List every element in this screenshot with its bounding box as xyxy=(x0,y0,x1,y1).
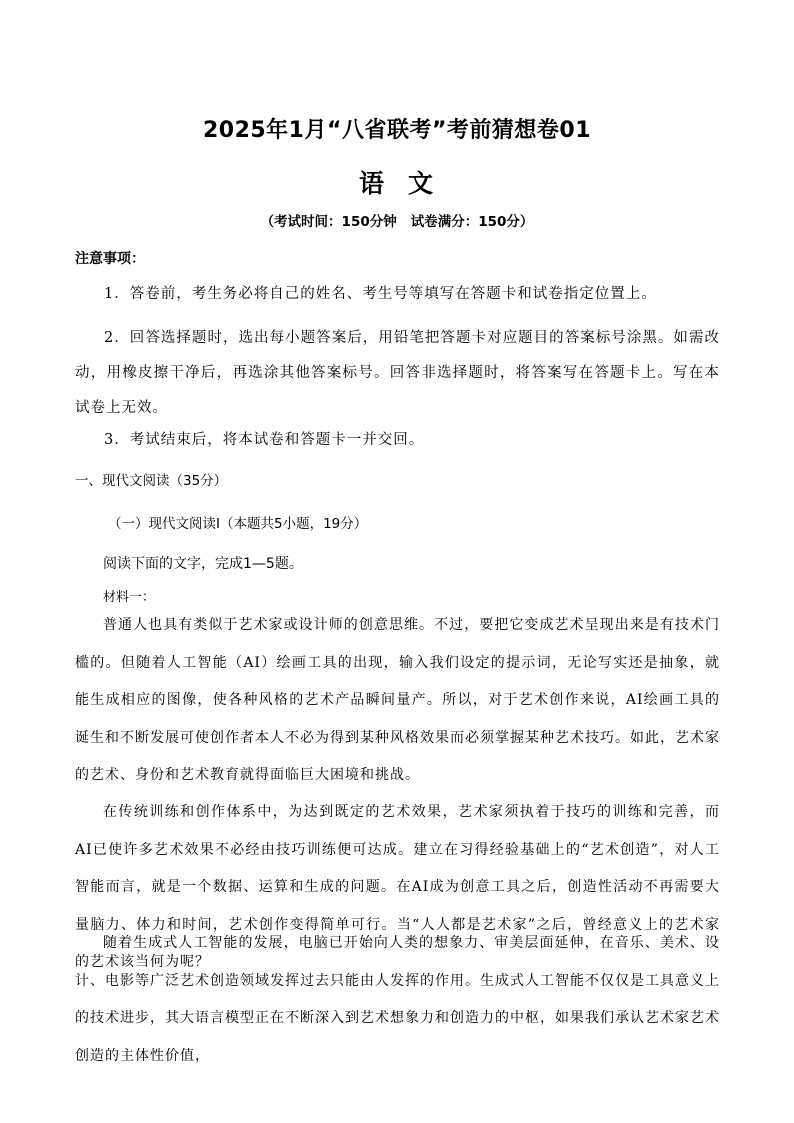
reading-instruction: 阅读下面的文字，完成1—5题。 xyxy=(103,556,303,572)
material-label: 材料一： xyxy=(103,590,156,605)
notice-item-1: 1．答卷前，考生务必将自己的姓名、考生号等填写在答题卡和试卷指定位置上。 xyxy=(104,286,657,302)
exam-time: （考试时间：150分钟 xyxy=(260,214,397,230)
body-paragraph-3: 随着生成式人工智能的发展，电脑已开始向人类的想象力、审美层面延伸，在音乐、美术、设计、电影等广泛艺术创造领域发挥过去只能由人发挥的作用。生成式人工智能不仅仅是工具意义上的技术进步，其大语言模型正在不断深入到艺术想象力和创造力的中枢，如果我们承认艺术家艺术创造的主体性价值， xyxy=(75,935,720,1064)
body-paragraph-2: 在传统训练和创作体系中，为达到既定的艺术效果，艺术家须执着于技巧的训练和完善，而AI已使许多艺术效果不必经由技巧训练便可达成。建立在习得经验基础上的“艺术创造”，对人工智能而言，就是一个数据、运算和生成的问题。在AI成为创意工具之后，创造性活动不再需要大量脑力、体力和时间，艺术创作变得简单可行。当“人人都是艺术家”之后，曾经意义上的艺术家的艺术该当何为呢？ xyxy=(75,804,720,970)
subject-heading xyxy=(0,164,794,200)
section-title: 一、现代文阅读（35分） xyxy=(75,473,228,489)
exam-title: 2025年1月“八省联考”考前猜想卷01 xyxy=(202,118,592,143)
notice-item-2: 2．回答选择题时，选出每小题答案后，用铅笔把答题卡对应题目的答案标号涂黑。如需改动，用橡皮擦干净后，再选涂其他答案标号。回答非选择题时，将答案写在答题卡上。写在本试卷上无效。 xyxy=(75,330,720,416)
subject-char-2: 文 xyxy=(408,169,436,198)
subsection-title: （一）现代文阅读Ⅰ（本题共5小题，19分） xyxy=(108,516,368,532)
subject-char-1: 语 xyxy=(358,169,386,198)
body-paragraph-1: 普通人也具有类似于艺术家或设计师的创意思维。不过，要把它变成艺术呈现出来是有技术门槛的。但随着人工智能（AI）绘画工具的出现，输入我们设定的提示词，无论写实还是抽象，就能生成相应的图像，使各种风格的艺术产品瞬间量产。所以，对于艺术创作来说，AI绘画工具的诞生和不断发展可使创作者本人不必为得到某种风格效果而必须掌握某种艺术技巧。如此，艺术家的艺术、身份和艺术教育就得面临巨大困境和挑战。 xyxy=(75,617,720,783)
exam-info xyxy=(0,210,794,230)
exam-score: 试卷满分：150分） xyxy=(410,214,534,230)
notice-title: 注意事项： xyxy=(75,251,145,267)
notice-item-3: 3．考试结束后，将本试卷和答题卡一并交回。 xyxy=(104,432,425,448)
